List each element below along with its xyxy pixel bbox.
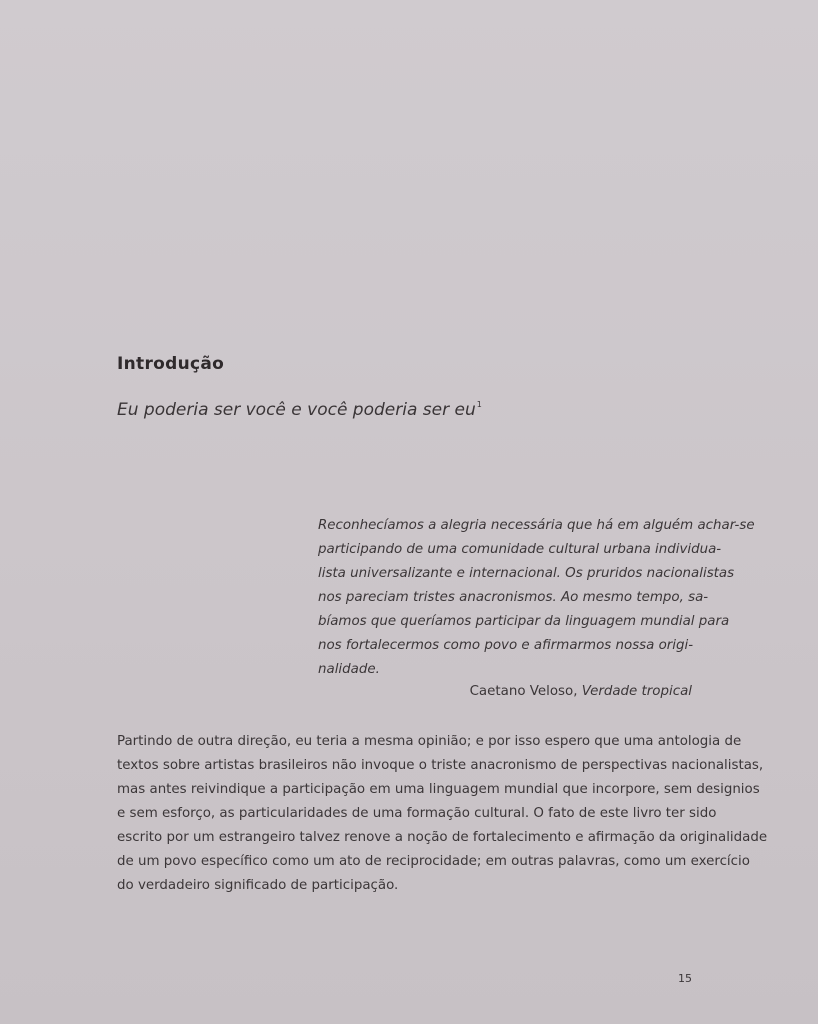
chapter-subtitle-text: Eu poderia ser você e você poderia ser eu — [117, 400, 476, 420]
epigraph-line: nalidade. — [318, 662, 380, 677]
epigraph-line: bíamos que queríamos participar da linguagem mundial para — [318, 614, 730, 629]
page-number: 15 — [678, 972, 692, 985]
epigraph-line: nos fortalecermos como povo e afirmarmos nossa origi- — [318, 638, 694, 653]
body-paragraph — [117, 730, 768, 898]
epigraph-line: lista universalizante e internacional. Os pruridos nacionalistas — [318, 566, 735, 581]
body-line: textos sobre artistas brasileiros não invoque o triste anacronismo de perspectivas nacionalistas, — [117, 758, 764, 773]
body-line: escrito por um estrangeiro talvez renove a noção de fortalecimento e afirmação da originalidade — [117, 830, 768, 845]
chapter-title: Introdução — [117, 354, 225, 374]
body-line: Partindo de outra direção, eu teria a mesma opinião; e por isso espero que uma antologia de — [117, 734, 742, 749]
epigraph-book-title: Verdade tropical — [581, 684, 692, 699]
body-line: de um povo específico como um ato de reciprocidade; em outras palavras, como um exercício — [117, 854, 750, 869]
epigraph-attribution — [470, 680, 692, 704]
epigraph-line: participando de uma comunidade cultural urbana individua- — [318, 542, 722, 557]
body-line: do verdadeiro significado de participação. — [117, 878, 399, 893]
chapter-subtitle — [117, 400, 482, 420]
epigraph-line: nos pareciam tristes anacronismos. Ao mesmo tempo, sa- — [318, 590, 709, 605]
body-line: mas antes reivindique a participação em uma linguagem mundial que incorpore, sem designios — [117, 782, 760, 797]
epigraph-author: Caetano Veloso, — [469, 684, 582, 699]
body-line: e sem esforço, as particularidades de uma formação cultural. O fato de este livro ter sido — [117, 806, 717, 821]
epigraph-quote — [318, 514, 755, 682]
footnote-marker: 1 — [476, 400, 482, 409]
epigraph-line: Reconhecíamos a alegria necessária que há em alguém achar-se — [318, 518, 755, 533]
